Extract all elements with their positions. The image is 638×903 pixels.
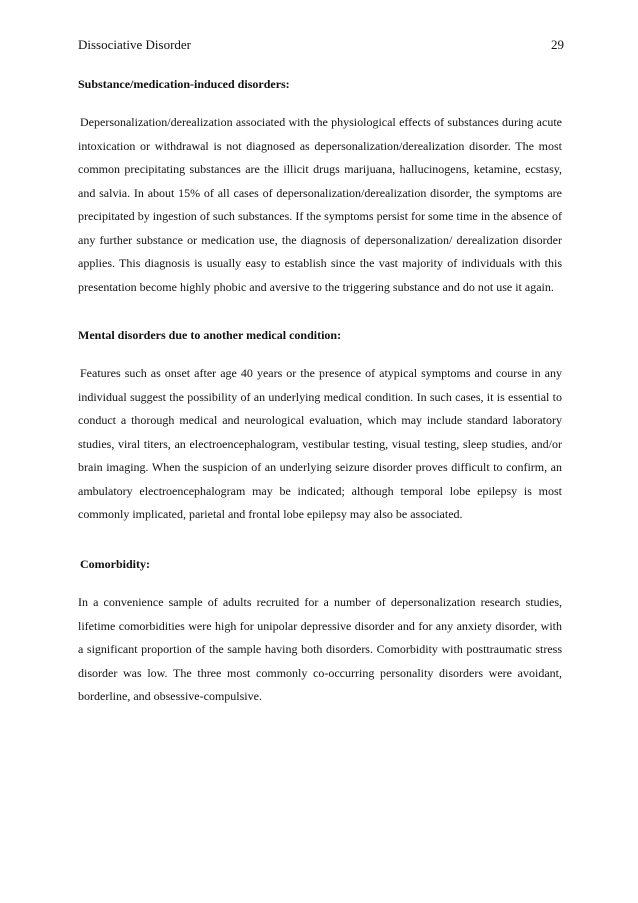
section-heading-medical: Mental disorders due to another medical condition: xyxy=(78,328,342,342)
section-heading-substance: Substance/medication-induced disorders: xyxy=(78,77,290,91)
page-number: 29 xyxy=(551,37,564,52)
paragraph-substance: Depersonalization/derealization associated with the physiological effects of substances during acute intoxication or withdrawal is not diagnosed as depersonalization/derealization disorder. The most common precipitating substances are the illicit drugs marijuana, hallucinogens, ketamine, ecstasy, and salvia. In about 15% of all cases of depersonalization/derealization disorder, the symptoms are precipitated by ingestion of such substances. If the symptoms persist for some time in the absence of any further substance or medication use, the diagnosis of depersonalization/ derealization disorder applies. This diagnosis is usually easy to establish since the vast majority of individuals with this presentation become highly phobic and aversive to the triggering substance and do not use it again. xyxy=(78,115,562,294)
page-header xyxy=(78,36,564,54)
section-heading-comorbidity: Comorbidity: xyxy=(80,557,150,571)
paragraph-comorbidity: In a convenience sample of adults recruited for a number of depersonalization research studies, lifetime comorbidities were high for unipolar depressive disorder and for any anxiety disorder, with a significant proportion of the sample having both disorders. Comorbidity with posttraumatic stress disorder was low. The three most commonly co-occurring personality disorders were avoidant, borderline, and obsessive-compulsive. xyxy=(78,595,562,703)
running-head: Dissociative Disorder xyxy=(78,37,192,52)
paragraph-medical: Features such as onset after age 40 years or the presence of atypical symptoms and course in any individual suggest the possibility of an underlying medical condition. In such cases, it is essential to conduct a thorough medical and neurological evaluation, which may include standard laboratory studies, viral titers, an electroencephalogram, vestibular testing, visual testing, sleep studies, and/or brain imaging. When the suspicion of an underlying seizure disorder proves difficult to confirm, an ambulatory electroencephalogram may be indicated; although temporal lobe epilepsy is most commonly implicated, parietal and frontal lobe epilepsy may also be associated. xyxy=(78,366,562,521)
